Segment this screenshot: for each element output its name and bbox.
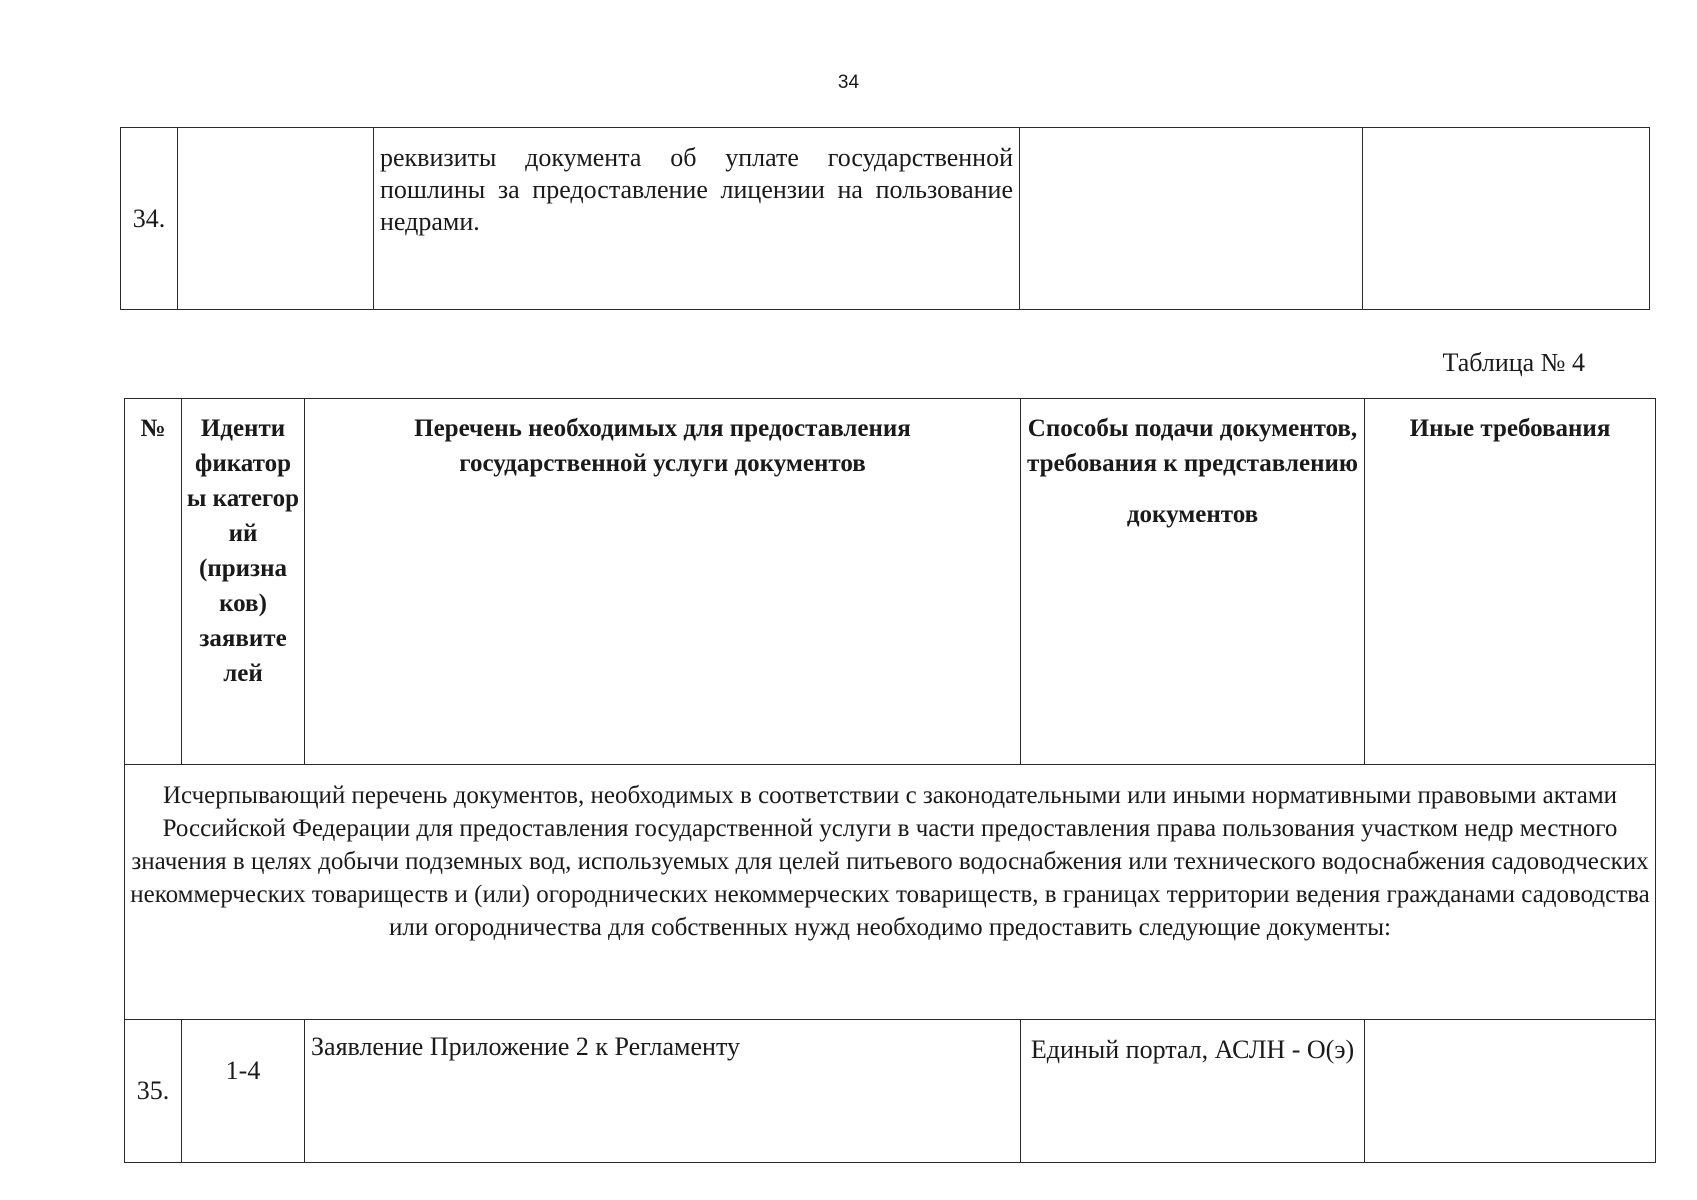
section-text: Исчерпывающий перечень документов, необходимых в соответствии с законодательными или иными нормативными правовыми актами Российской Федерации для предоставления государственной услуги в части предоставления права пользования участком недр местного значения в целях добычи подземных вод, используемых для целей питьевого водоснабжения или технического водоснабжения садоводческих некоммерческих товариществ и (или) огороднических некоммерческих товариществ, в границах территории ведения гражданами садоводства или огородничества для собственных нужд необходимо предоставить следующие документы:	[125, 765, 1656, 1020]
row-identifier: 1-4	[182, 1020, 305, 1163]
header-number: №	[125, 399, 182, 765]
row-other	[1363, 128, 1650, 310]
header-documents: Перечень необходимых для предоставления государственной услуги документов	[305, 399, 1021, 765]
table-caption: Таблица № 4	[1442, 348, 1585, 377]
row-other	[1365, 1020, 1656, 1163]
header-submission-text: Способы подачи документов, требования к представлению	[1027, 415, 1358, 477]
row-document: Заявление Приложение 2 к Регламенту	[305, 1020, 1021, 1163]
page-number: 34	[837, 72, 860, 93]
row-document: реквизиты документа об уплате государственной пошлины за предоставление лицензии на пользование недрами.	[374, 128, 1020, 310]
section-row	[125, 765, 1656, 1020]
header-submission	[1021, 399, 1365, 765]
table-header-row	[125, 399, 1656, 765]
row-submission	[1020, 128, 1363, 310]
row-number: 34.	[121, 128, 178, 310]
header-other: Иные требования	[1365, 399, 1656, 765]
table-row	[121, 128, 1650, 310]
row-identifier	[178, 128, 374, 310]
header-submission-text-end: документов	[1126, 501, 1259, 528]
table-continuation	[120, 127, 1650, 310]
table-row	[125, 1020, 1656, 1163]
table-4	[124, 398, 1656, 1163]
row-submission: Единый портал, АСЛН - О(э)	[1021, 1020, 1365, 1163]
header-identifier: Иденти фикатор ы категор ий (призна ков) заявите лей	[182, 399, 305, 765]
row-number: 35.	[125, 1020, 182, 1163]
